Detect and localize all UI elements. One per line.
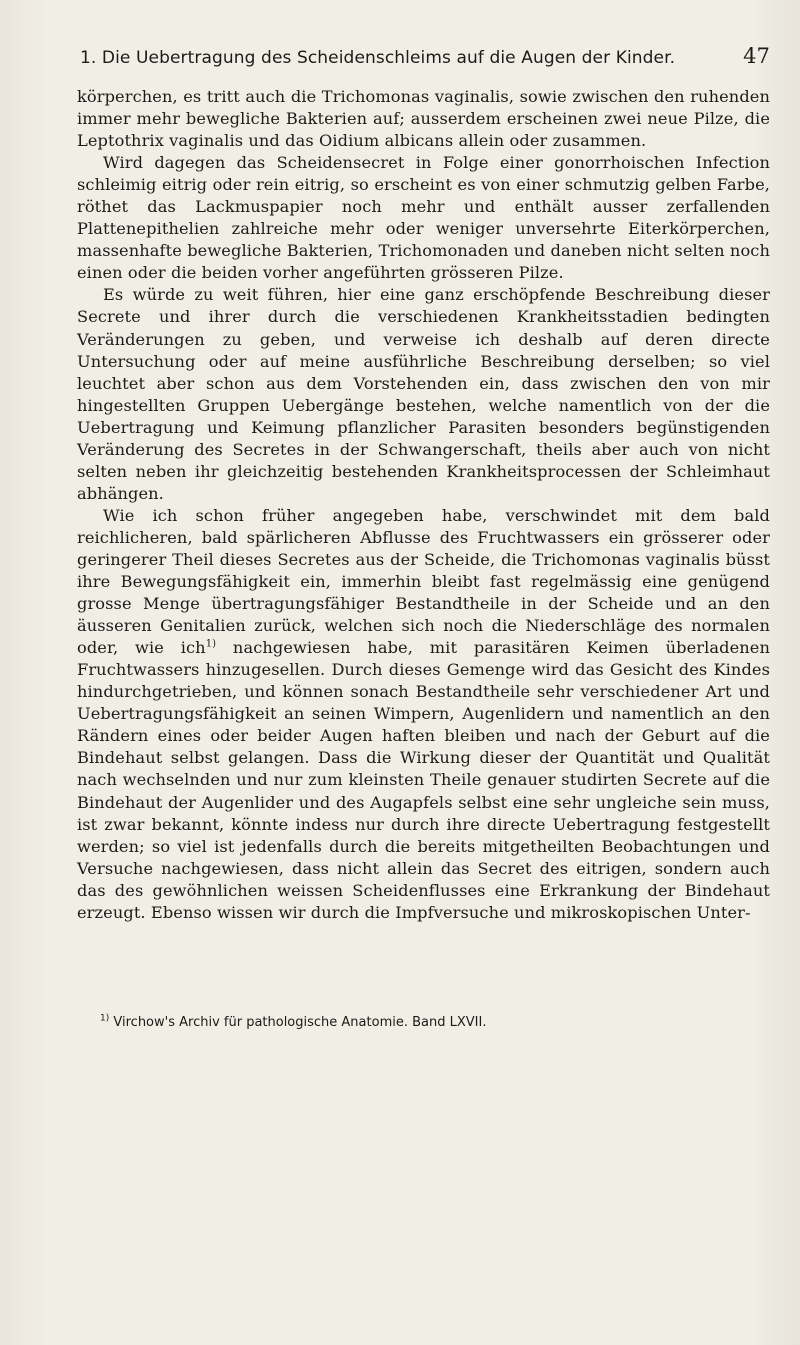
running-title: 1. Die Uebertragung des Scheidenschleims auf die Augen der Kinder. xyxy=(80,48,676,68)
page-number: 47 xyxy=(743,44,770,68)
footnote-reference[interactable]: 1) xyxy=(205,638,217,650)
paragraph-2: Wird dagegen das Scheidensecret in Folge einer gonorrhoischen Infection schleimig eitrig oder rein eitrig, so erscheint es von einer schmutzig gelben Farbe, röthet das Lackmuspapier noch mehr und enthält ausser zerfallenden Plattenepithelien zahlreiche mehr oder weniger unversehrte Eiterkörperchen, massenhafte bewegliche Bakterien, Trichomonaden und daneben nicht selten noch einen oder die beiden vorher angeführten grösseren Pilze. xyxy=(77,153,770,283)
running-header xyxy=(80,44,770,76)
footnote-text: Virchow's Archiv für pathologische Anatomie. Band LXVII. xyxy=(113,1015,487,1030)
paragraph-4 xyxy=(77,505,770,924)
paragraph-4-part-1: Wie ich schon früher angegeben habe, verschwindet mit dem bald reichlicheren, bald spärlicheren Abflusse des Fruchtwassers ein grösserer oder geringerer Theil dieses Secretes aus der Scheide, die Trichomonas vaginalis büsst ihre Bewegungsfähigkeit ein, immerhin bleibt fast regelmässig eine genügend grosse Menge übertragungsfähiger Bestandtheile in der Scheide und an den äusseren Genitalien zurück, welchen sich noch die Niederschläge des normalen oder, wie ich xyxy=(77,505,770,658)
footnote-mark: 1) xyxy=(100,1013,110,1024)
main-text xyxy=(77,86,770,924)
paragraph-1: körperchen, es tritt auch die Trichomonas vaginalis, sowie zwischen den ruhenden immer mehr bewegliche Bakterien auf; ausserdem erscheinen zwei neue Pilze, die Leptothrix vaginalis und das Oidium albicans allein oder zusammen. xyxy=(77,87,770,151)
paragraph-4-part-2: nachgewiesen habe, mit parasitären Keimen überladenen Fruchtwassers hinzugesellen. Durch dieses Gemenge wird das Gesicht des Kindes hindurchgetrieben, und können sonach Bestandtheile sehr verschiedener Art und Uebertragungsfähigkeit an seinen Wimpern, Augenlidern und namentlich an den Rändern eines oder beider Augen haften bleiben und nach der Geburt auf die Bindehaut selbst gelangen. Dass die Wirkung dieser der Quantität und Qualität nach wechselnden und nur zum kleinsten Theile genauer studirten Secrete auf die Bindehaut der Augenlider und des Augapfels selbst eine sehr ungleiche sein muss, ist zwar bekannt, könnte indess nur durch ihre directe Uebertragung festgestellt werden; so viel ist jedenfalls durch die bereits mitgetheilten Beobachtungen und Versuche nachgewiesen, dass nicht allein das Secret des eitrigen, sondern auch das des gewöhnlichen weissen Scheidenflusses eine Erkrankung der Bindehaut erzeugt. Ebenso wissen wir durch die Impfversuche und mikroskopischen Unter- xyxy=(77,638,770,922)
paragraph-3: Es würde zu weit führen, hier eine ganz erschöpfende Beschreibung dieser Secrete und ihrer durch die verschiedenen Krankheitsstadien bedingten Veränderungen zu geben, und verweise ich deshalb auf deren directe Untersuchung oder auf meine ausführliche Beschreibung derselben; so viel leuchtet aber schon aus dem Vorstehenden ein, dass zwischen den von mir hingestellten Gruppen Uebergänge bestehen, welche namentlich von der die Uebertragung und Keimung pflanzlicher Parasiten besonders begünstigenden Veränderung des Secretes in der Schwangerschaft, theils aber auch von nicht selten neben ihr gleichzeitig bestehenden Krankheitsprocessen der Schleimhaut abhängen. xyxy=(77,285,770,503)
footnote xyxy=(100,1015,770,1031)
